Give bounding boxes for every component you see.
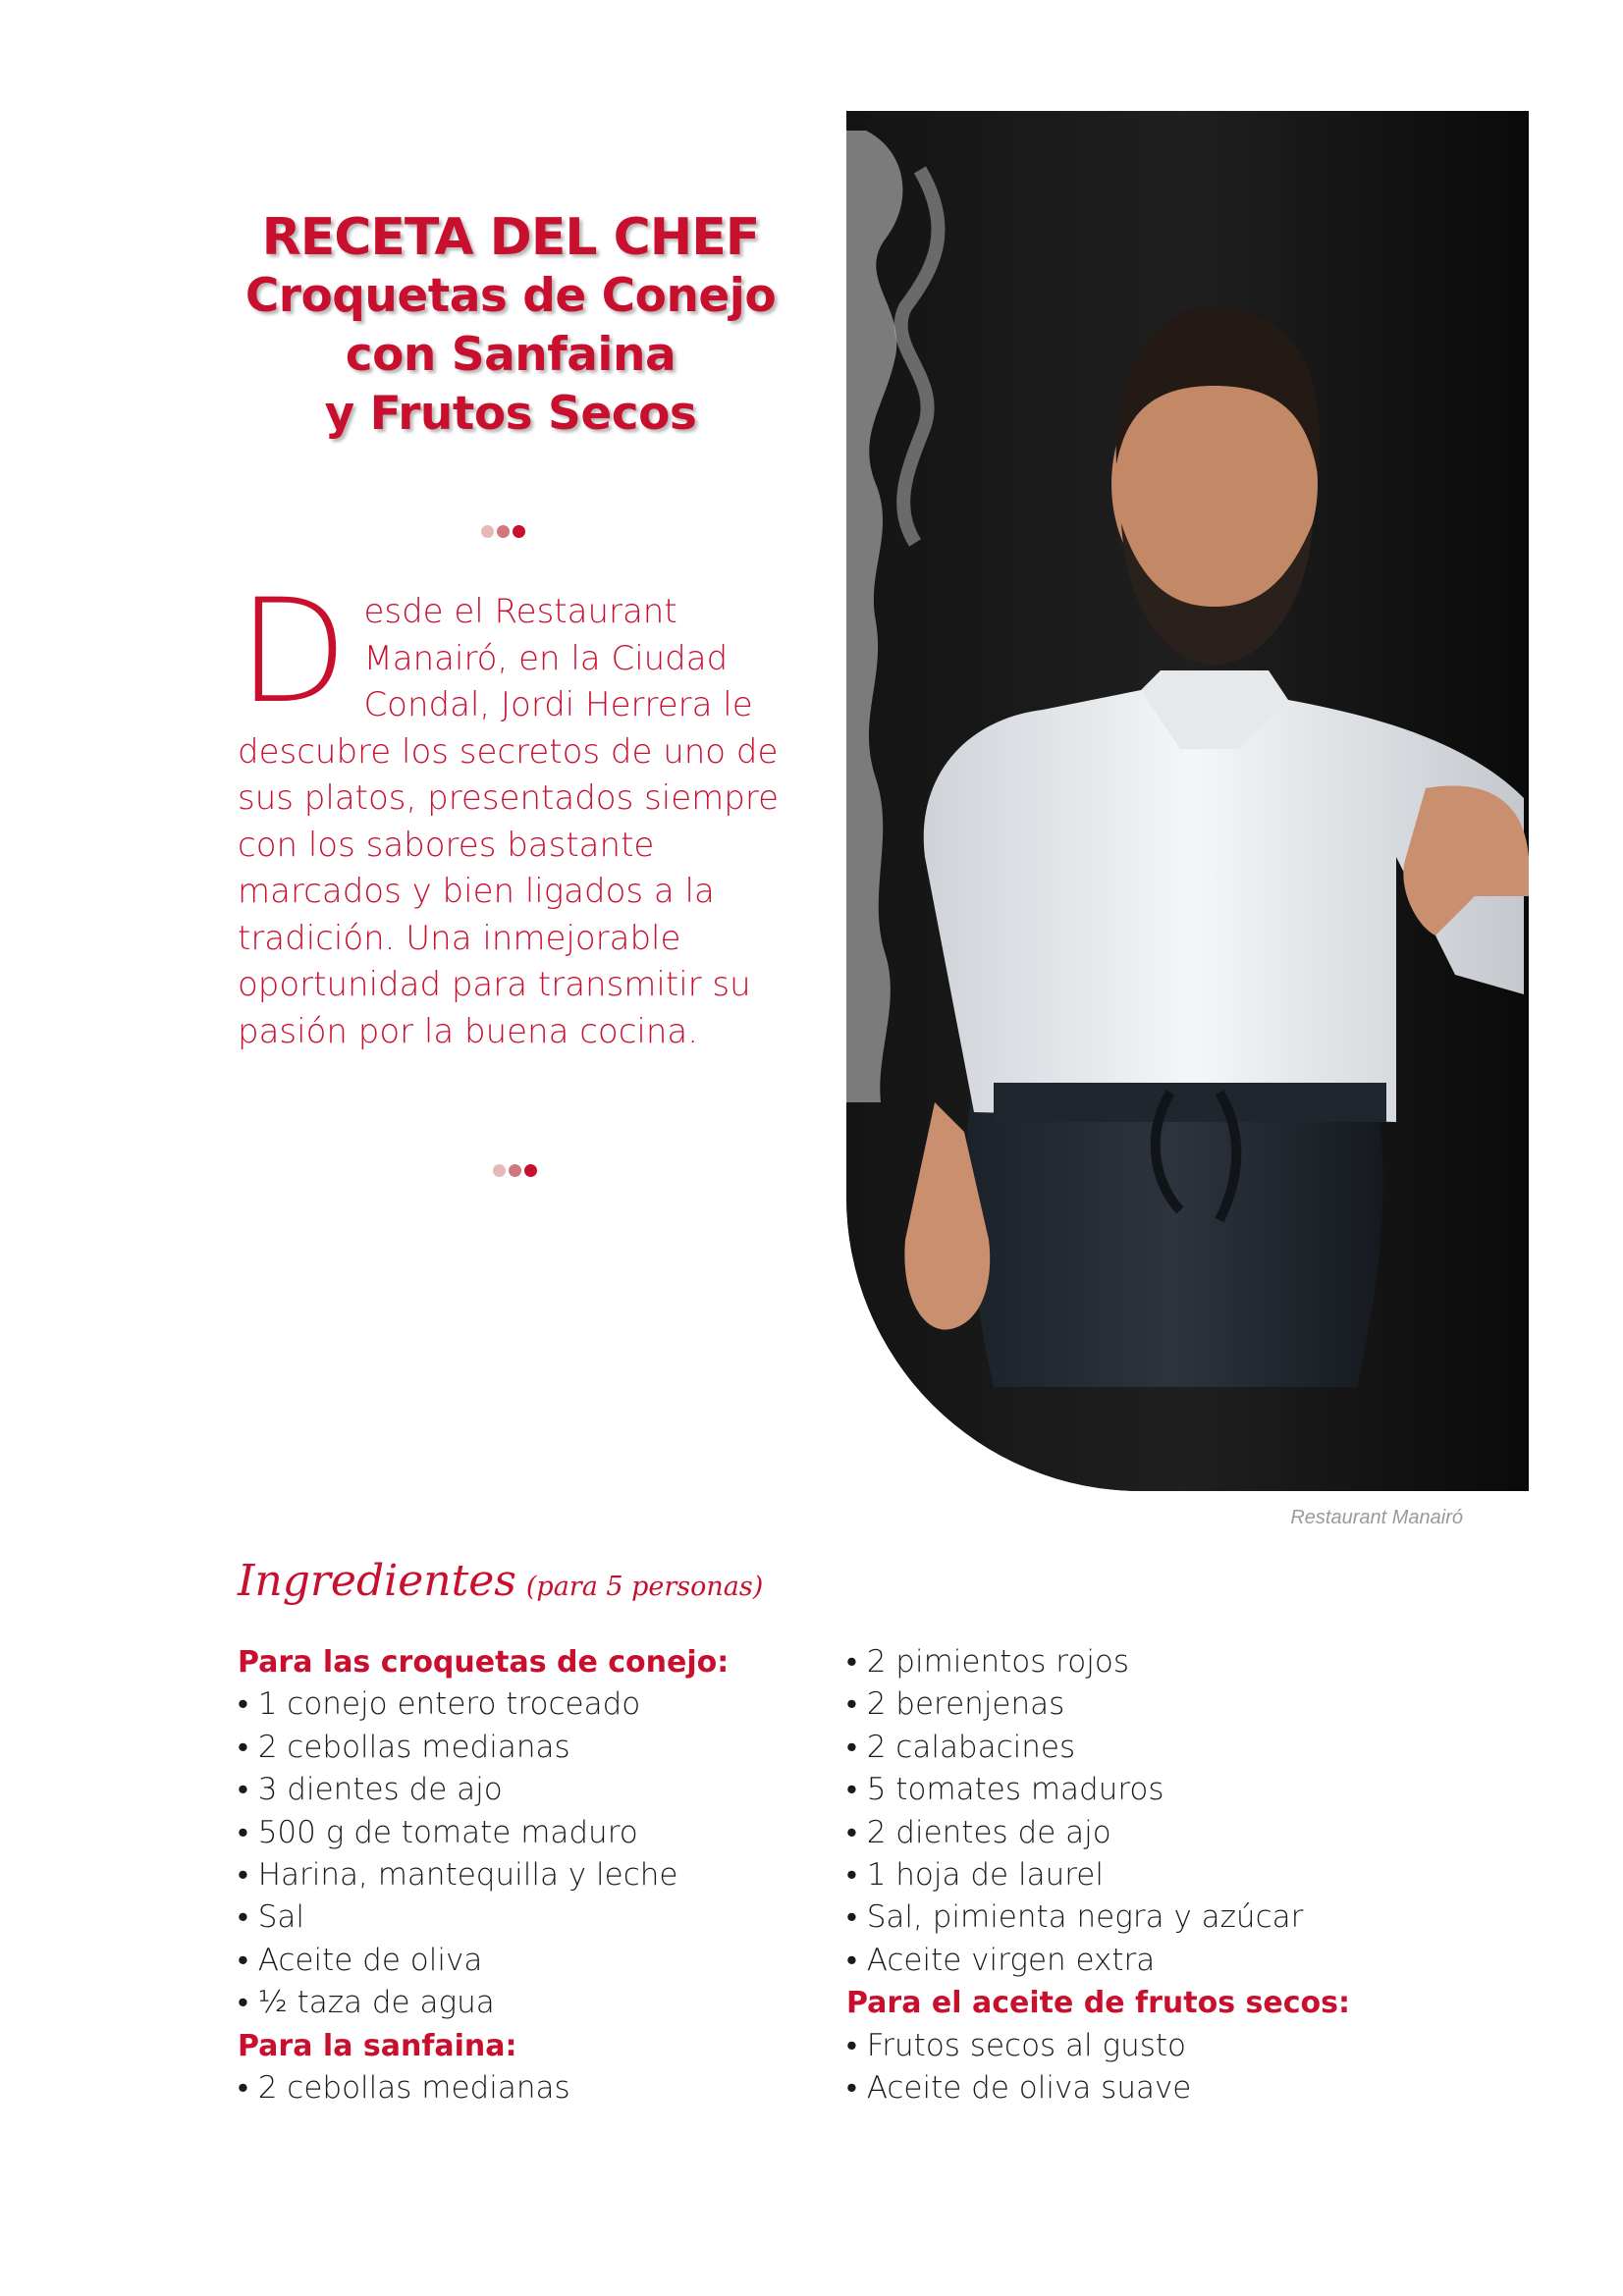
divider-dot: [524, 1164, 537, 1177]
ingredients-heading: Ingredientes: [238, 1556, 516, 1606]
intro-paragraph: [238, 568, 807, 1055]
ingredient-item: • Aceite de oliva suave: [846, 2070, 1192, 2107]
ingredient-group-heading: Para la sanfaina:: [238, 2028, 517, 2063]
ingredient-item: • Aceite de oliva: [238, 1942, 483, 1978]
ingredient-item: • 5 tomates maduros: [846, 1772, 1164, 1808]
ingredient-item: • Sal: [238, 1899, 304, 1936]
divider-dot: [493, 1164, 506, 1177]
photo-caption: Restaurant Manairó: [1290, 1507, 1463, 1528]
ingredient-item: • 2 berenjenas: [846, 1686, 1065, 1723]
ingredient-item: • ½ taza de agua: [238, 1985, 495, 2021]
ingredient-item: • 500 g de tomate maduro: [238, 1814, 638, 1850]
chef-illustration: [846, 111, 1529, 1491]
ingredient-item: • Harina, mantequilla y leche: [238, 1857, 678, 1894]
ingredient-item: • 1 hoja de laurel: [846, 1857, 1104, 1894]
divider-dots-bottom: [493, 1164, 537, 1177]
ingredient-group-heading: Para el aceite de frutos secos:: [846, 1986, 1350, 2021]
ingredient-item: • 3 dientes de ajo: [238, 1772, 503, 1808]
intro-text: esde el Restaurant Manairó, en la Ciudad Condal, Jordi Herrera le descubre los secretos de uno de sus platos, presentados siempre con los sabores bastante marcados y bien ligados a la tradición. Una inmejorable oportunidad para transmitir su pasión por la buena cocina.: [238, 592, 780, 1051]
ingredient-item: • Aceite virgen extra: [846, 1942, 1156, 1978]
ingredient-item: • Frutos secos al gusto: [846, 2027, 1187, 2063]
title-dish-line-1: Croquetas de Conejo: [244, 269, 777, 323]
ingredients-servings: (para 5 personas): [525, 1572, 764, 1602]
ingredients-column-right: [846, 1641, 1396, 2109]
ingredients-title: [238, 1556, 763, 1606]
ingredient-item: • 2 cebollas medianas: [238, 2070, 570, 2107]
ingredient-item: • 2 pimientos rojos: [846, 1644, 1129, 1680]
ingredient-item: • 2 calabacines: [846, 1729, 1076, 1765]
ingredient-item: • 2 dientes de ajo: [846, 1814, 1111, 1850]
ingredient-item: • Sal, pimienta negra y azúcar: [846, 1899, 1304, 1936]
recipe-title: [196, 208, 825, 444]
divider-dot: [509, 1164, 521, 1177]
title-dish-line-2: con Sanfaina: [345, 328, 676, 382]
ingredient-group-heading: Para las croquetas de conejo:: [238, 1645, 730, 1680]
ingredient-item: • 2 cebollas medianas: [238, 1729, 570, 1765]
divider-dots-top: [481, 525, 525, 538]
divider-dot: [497, 525, 510, 538]
divider-dot: [513, 525, 525, 538]
title-kicker: RECETA DEL CHEF: [261, 208, 760, 267]
title-dish-line-3: y Frutos Secos: [324, 387, 697, 441]
drop-cap: D: [238, 568, 349, 735]
divider-dot: [481, 525, 494, 538]
chef-photo: [846, 111, 1529, 1491]
ingredients-column-left: [238, 1641, 787, 2109]
ingredient-item: • 1 conejo entero troceado: [238, 1686, 641, 1723]
